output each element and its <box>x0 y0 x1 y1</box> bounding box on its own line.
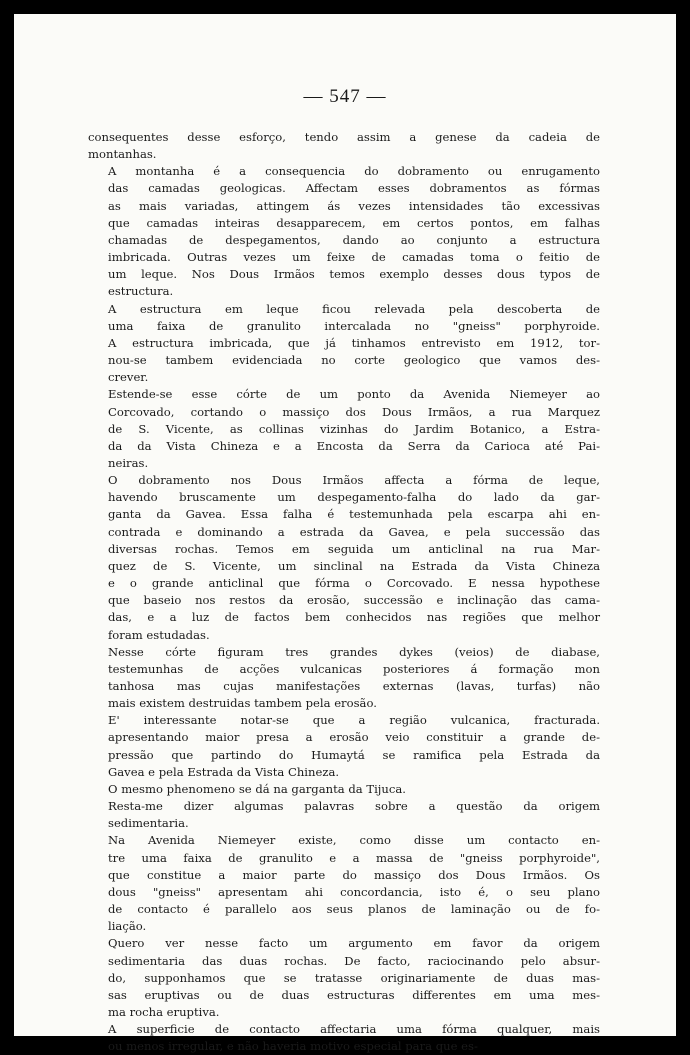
text-line: do, supponhamos que se tratasse originariamente de duas mas- <box>108 970 600 985</box>
body-text <box>88 129 600 1055</box>
text-line: testemunhas de acções vulcanicas posteriores á formação mon <box>108 661 600 676</box>
paragraph <box>88 712 600 781</box>
paragraph <box>88 832 600 935</box>
text-line: das camadas geologicas. Affectam esses dobramentos as fórmas <box>108 181 600 196</box>
text-line: estructura. <box>108 284 174 299</box>
text-line: diversas rochas. Temos em seguida um anticlinal na rua Mar- <box>108 541 600 556</box>
text-line: A montanha é a consequencia do dobramento ou enrugamento <box>108 164 600 179</box>
text-line: de contacto é parallelo aos seus planos de laminação ou de fo- <box>108 902 600 917</box>
paragraph <box>88 163 600 300</box>
paragraph <box>88 781 600 798</box>
text-line: quez de S. Vicente, um sinclinal na Estrada da Vista Chineza <box>108 558 600 573</box>
text-line: Na Avenida Niemeyer existe, como disse um contacto en- <box>108 833 600 848</box>
text-line: um leque. Nos Dous Irmãos temos exemplo desses dous typos de <box>108 267 600 282</box>
text-line: O mesmo phenomeno se dá na garganta da Tijuca. <box>108 781 406 796</box>
text-line: das, e a luz de factos bem conhecidos nas regiões que melhor <box>108 610 600 625</box>
text-line: da da Vista Chineza e a Encosta da Serra da Carioca até Pai- <box>108 438 600 453</box>
text-line: A estructura em leque ficou relevada pela descoberta de <box>108 301 600 316</box>
text-line: Nesse córte figuram tres grandes dykes (veios) de diabase, <box>108 644 600 659</box>
text-line: foram estudadas. <box>108 627 210 642</box>
paragraph <box>88 935 600 1021</box>
text-line: mais existem destruidas tambem pela erosão. <box>108 696 377 711</box>
text-line: havendo bruscamente um despegamento-falha do lado da gar- <box>108 490 600 505</box>
paragraph <box>88 301 600 387</box>
text-line: dous "gneiss" apresentam ahi concordancia, isto é, o seu plano <box>108 884 600 899</box>
text-line: A estructura imbricada, que já tinhamos entrevisto em 1912, tor- <box>108 335 600 350</box>
paragraph <box>88 644 600 713</box>
text-line: crever. <box>108 370 149 385</box>
text-line: as mais variadas, attingem ás vezes intensidades tão excessivas <box>108 198 600 213</box>
text-line: ganta da Gavea. Essa falha é testemunhada pela escarpa ahi en- <box>108 507 600 522</box>
text-line: tanhosa mas cujas manifestações externas (lavas, turfas) não <box>108 679 600 693</box>
text-line: ou menos irregular, e não haveria motivo especial para que es- <box>108 1039 478 1054</box>
page-number: — 547 — <box>303 86 387 107</box>
text-line: imbricada. Outras vezes um feixe de camadas toma o feitio de <box>108 250 600 265</box>
text-line: Resta-me dizer algumas palavras sobre a questão da origem <box>108 799 600 814</box>
paragraph <box>88 1021 600 1055</box>
text-line: que constitue a maior parte do massiço dos Dous Irmãos. Os <box>108 867 600 882</box>
text-line: sedimentaria das duas rochas. De facto, raciocinando pelo absur- <box>108 953 600 968</box>
text-line: Estende-se esse córte de um ponto da Avenida Niemeyer ao <box>108 387 600 402</box>
text-line: Quero ver nesse facto um argumento em favor da origem <box>108 936 600 951</box>
paragraph <box>88 129 600 163</box>
text-line: e o grande anticlinal que fórma o Corcovado. E nessa hypothese <box>108 576 600 591</box>
text-line: que baseio nos restos da erosão, successão e inclinação das cama- <box>108 593 600 608</box>
text-line: apresentando maior presa a erosão veio constituir a grande de- <box>108 730 600 745</box>
text-line: ma rocha eruptiva. <box>108 1004 220 1019</box>
text-line: pressão que partindo do Humaytá se ramifica pela Estrada da <box>108 747 600 762</box>
text-line: que camadas inteiras desapparecem, em certos pontos, em falhas <box>108 215 600 230</box>
text-line: montanhas. <box>88 147 157 162</box>
text-line: chamadas de despegamentos, dando ao conjunto a estructura <box>108 232 600 247</box>
text-line: sedimentaria. <box>108 816 189 831</box>
paragraph <box>88 798 600 832</box>
text-line: sas eruptivas ou de duas estructuras differentes em uma mes- <box>108 987 600 1002</box>
text-line: tre uma faixa de granulito e a massa de "gneiss porphyroide", <box>108 850 600 865</box>
text-line: A superficie de contacto affectaria uma fórma qualquer, mais <box>108 1022 600 1037</box>
text-line: liação. <box>108 919 147 934</box>
text-line: nou-se tambem evidenciada no corte geologico que vamos des- <box>108 353 600 368</box>
paragraph <box>88 472 600 644</box>
scanned-page <box>14 14 676 1054</box>
text-line: consequentes desse esforço, tendo assim a genese da cadeia de <box>88 130 600 144</box>
text-line: contrada e dominando a estrada da Gavea, e pela successão das <box>108 524 600 539</box>
text-line: uma faixa de granulito intercalada no "gneiss" porphyroide. <box>108 318 600 333</box>
text-line: E' interessante notar-se que a região vulcanica, fracturada. <box>108 713 600 728</box>
text-line: Gavea e pela Estrada da Vista Chineza. <box>108 764 340 779</box>
text-line: neiras. <box>108 455 149 470</box>
text-line: de S. Vicente, as collinas vizinhas do Jardim Botanico, a Estra- <box>108 421 600 436</box>
text-line: Corcovado, cortando o massiço dos Dous Irmãos, a rua Marquez <box>108 404 600 419</box>
paragraph <box>88 386 600 472</box>
text-line: O dobramento nos Dous Irmãos affecta a fórma de leque, <box>108 473 600 488</box>
